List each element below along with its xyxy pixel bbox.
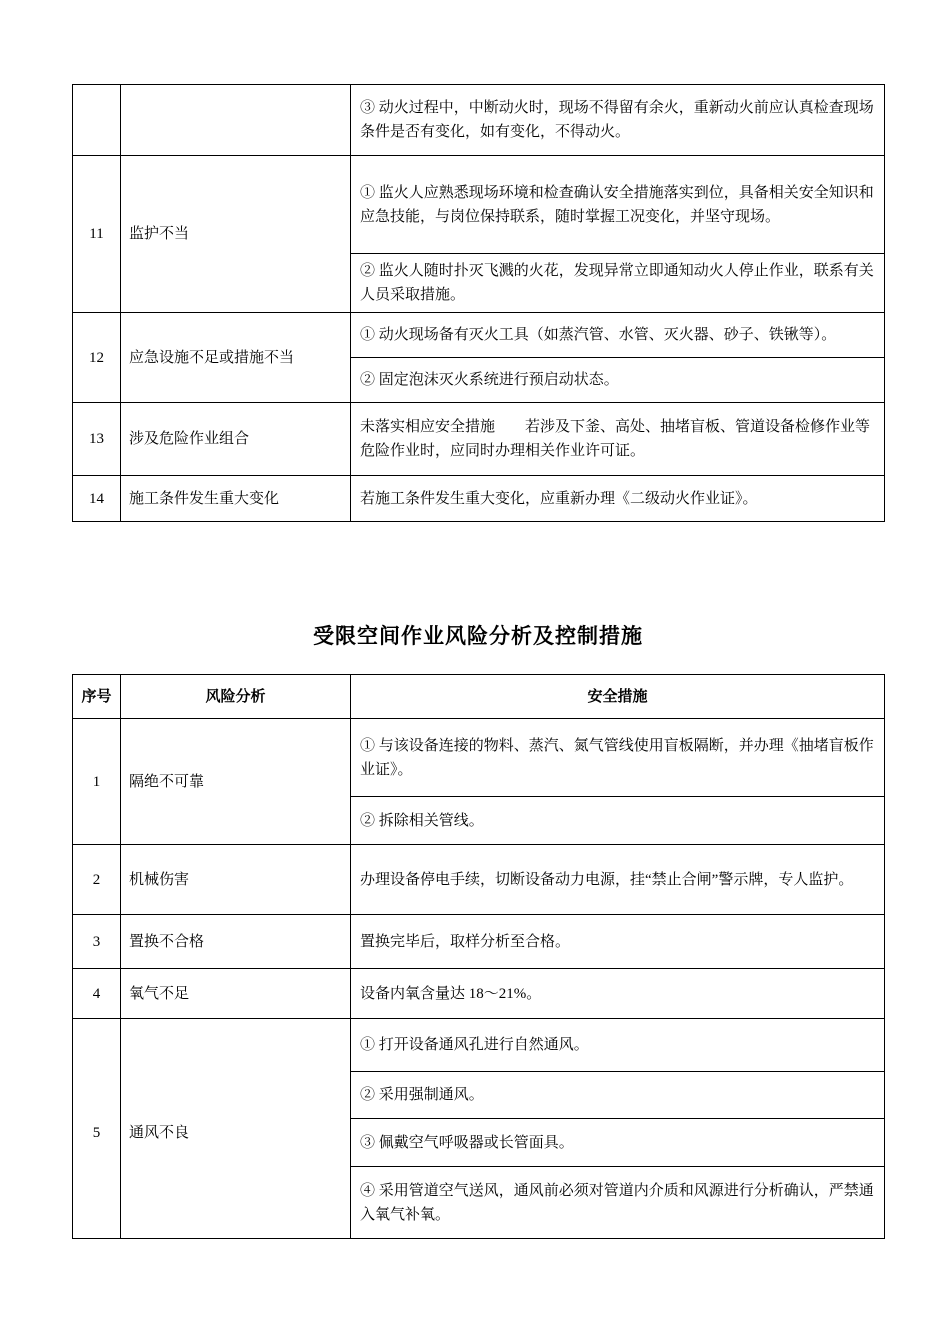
row-number-cell: 2: [73, 845, 121, 915]
table-header-row: [73, 675, 885, 719]
table-row: [73, 313, 885, 358]
row-number-cell: 5: [73, 1019, 121, 1239]
risk-label-cell: 置换不合格: [121, 915, 351, 969]
risk-label-cell: 隔绝不可靠: [121, 719, 351, 845]
measure-cell: ① 与该设备连接的物料、蒸汽、氮气管线使用盲板隔断，并办理《抽堵盲板作业证》。: [351, 719, 885, 797]
measure-cell: 未落实相应安全措施 若涉及下釜、高处、抽堵盲板、管道设备检修作业等危险作业时，应同时办理相关作业许可证。: [351, 403, 885, 476]
risk-label-cell: 氧气不足: [121, 969, 351, 1019]
measure-cell: ④ 采用管道空气送风，通风前必须对管道内介质和风源进行分析确认，严禁通入氧气补氧。: [351, 1167, 885, 1239]
row-number-cell: 14: [73, 476, 121, 522]
measure-cell: ① 动火现场备有灭火工具（如蒸汽管、水管、灭火器、砂子、铁锹等）。: [351, 313, 885, 358]
row-number-cell: [73, 85, 121, 156]
measure-cell: 设备内氧含量达 18～21%。: [351, 969, 885, 1019]
measure-cell: 若施工条件发生重大变化，应重新办理《二级动火作业证》。: [351, 476, 885, 522]
header-safety-measures: 安全措施: [351, 675, 885, 719]
risk-label-cell: 涉及危险作业组合: [121, 403, 351, 476]
table-row: [73, 845, 885, 915]
measure-cell: 置换完毕后，取样分析至合格。: [351, 915, 885, 969]
table-row: [73, 156, 885, 254]
header-serial-number: 序号: [73, 675, 121, 719]
row-number-cell: 13: [73, 403, 121, 476]
measure-cell: ② 采用强制通风。: [351, 1072, 885, 1119]
table-row: [73, 915, 885, 969]
measure-cell: 办理设备停电手续，切断设备动力电源，挂“禁止合闸”警示牌，专人监护。: [351, 845, 885, 915]
row-number-cell: 11: [73, 156, 121, 313]
risk-label-cell: 施工条件发生重大变化: [121, 476, 351, 522]
row-number-cell: 1: [73, 719, 121, 845]
measure-cell: ③ 佩戴空气呼吸器或长管面具。: [351, 1119, 885, 1167]
measure-cell: ③ 动火过程中，中断动火时，现场不得留有余火，重新动火前应认真检查现场条件是否有变化，如有变化，不得动火。: [351, 85, 885, 156]
risk-label-cell: 通风不良: [121, 1019, 351, 1239]
table-row: [73, 1019, 885, 1072]
hot-work-risk-table: [72, 84, 885, 522]
table-row: [73, 969, 885, 1019]
table-row: [73, 85, 885, 156]
risk-label-cell: 监护不当: [121, 156, 351, 313]
table-row: [73, 719, 885, 797]
confined-space-risk-table: [72, 674, 885, 1239]
measure-cell: ② 监火人随时扑灭飞溅的火花，发现异常立即通知动火人停止作业，联系有关人员采取措施。: [351, 254, 885, 313]
measure-cell: ② 拆除相关管线。: [351, 797, 885, 845]
measure-cell: ① 打开设备通风孔进行自然通风。: [351, 1019, 885, 1072]
table-row: [73, 476, 885, 522]
measure-cell: ② 固定泡沫灭火系统进行预启动状态。: [351, 358, 885, 403]
section-title: 受限空间作业风险分析及控制措施: [313, 625, 643, 648]
risk-label-cell: [121, 85, 351, 156]
measure-cell: ① 监火人应熟悉现场环境和检查确认安全措施落实到位，具备相关安全知识和应急技能，与岗位保持联系，随时掌握工况变化，并坚守现场。: [351, 156, 885, 254]
row-number-cell: 12: [73, 313, 121, 403]
row-number-cell: 3: [73, 915, 121, 969]
risk-label-cell: 应急设施不足或措施不当: [121, 313, 351, 403]
table-row: [73, 403, 885, 476]
row-number-cell: 4: [73, 969, 121, 1019]
risk-label-cell: 机械伤害: [121, 845, 351, 915]
header-risk-analysis: 风险分析: [121, 675, 351, 719]
